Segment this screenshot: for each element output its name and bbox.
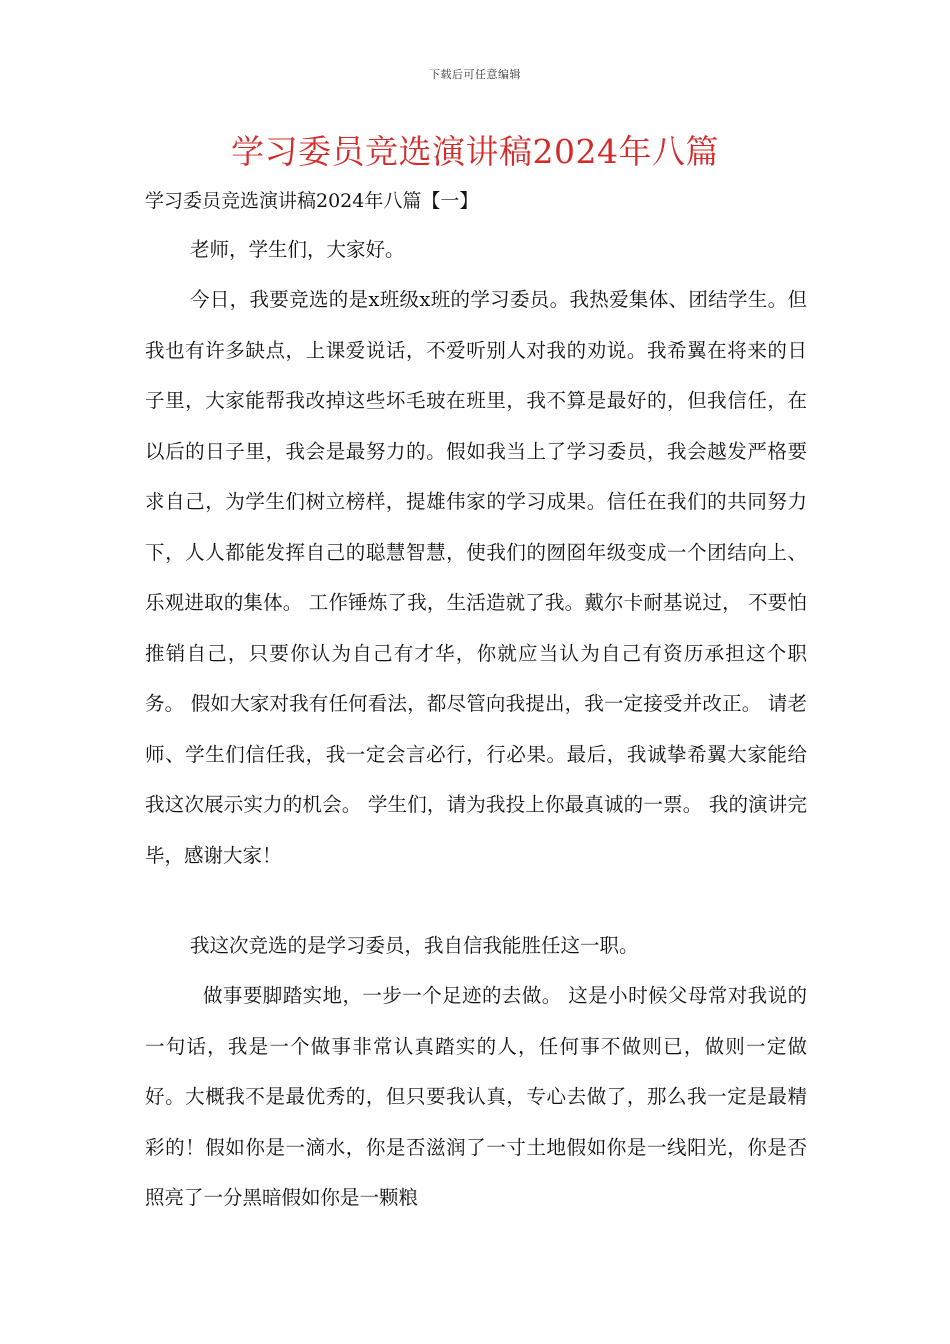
section-heading: 学习委员竞选演讲稿2024年八篇【一】 — [145, 190, 479, 212]
speech-body-paragraph: 今日，我要竞选的是x班级x班的学习委员。我热爱集体、团结学生。但我也有许多缺点，上课爱说话，不爱听别人对我的劝说。我希翼在将来的日子里，大家能帮我改掉这些坏毛玻在班里，我不算是最好的，但我信任，在以后的日子里，我会是最努力的。假如我当上了学习委员，我会越发严格要求自己，为学生们树立榜样，提雄伟家的学习成果。信任在我们的共同努力下，人人都能发挥自己的聪慧智慧，使我们的囫囵年级变成一个团结向上、乐观进取的集体。 工作锤炼了我，生活造就了我。戴尔卡耐基说过， 不要怕推销自己，只要你认为自己有才华，你就应当认为自己有资历承担这个职务。 假如大家对我有任何看法，都尽管向我提出，我一定接受并改正。 请老师、学生们信任我，我一定会言必行，行必果。最后，我诚挚希翼大家能给我这次展示实力的机会。 学生们，请为我投上你最真诚的一票。 我的演讲完毕，感谢大家！ — [145, 288, 807, 867]
header-note: 下载后可任意编辑 — [429, 68, 521, 81]
greeting-paragraph: 老师，学生们，大家好。 — [190, 238, 405, 261]
document-title: 学习委员竞选演讲稿2024年八篇 — [231, 132, 719, 171]
second-speech-paragraph: 做事要脚踏实地，一步一个足迹的去做。 这是小时候父母常对我说的一句话，我是一个做事非常认真踏实的人，任何事不做则已，做则一定做好。大概我不是最优秀的，但只要我认真，专心去做了，那么我一定是最精彩的！假如你是一滴水，你是否滋润了一寸土地假如你是一线阳光，你是否照亮了一分黑暗假如你是一颗粮 — [145, 984, 807, 1209]
closing-paragraph: 我这次竞选的是学习委员，我自信我能胜任这一职。 — [190, 934, 639, 957]
